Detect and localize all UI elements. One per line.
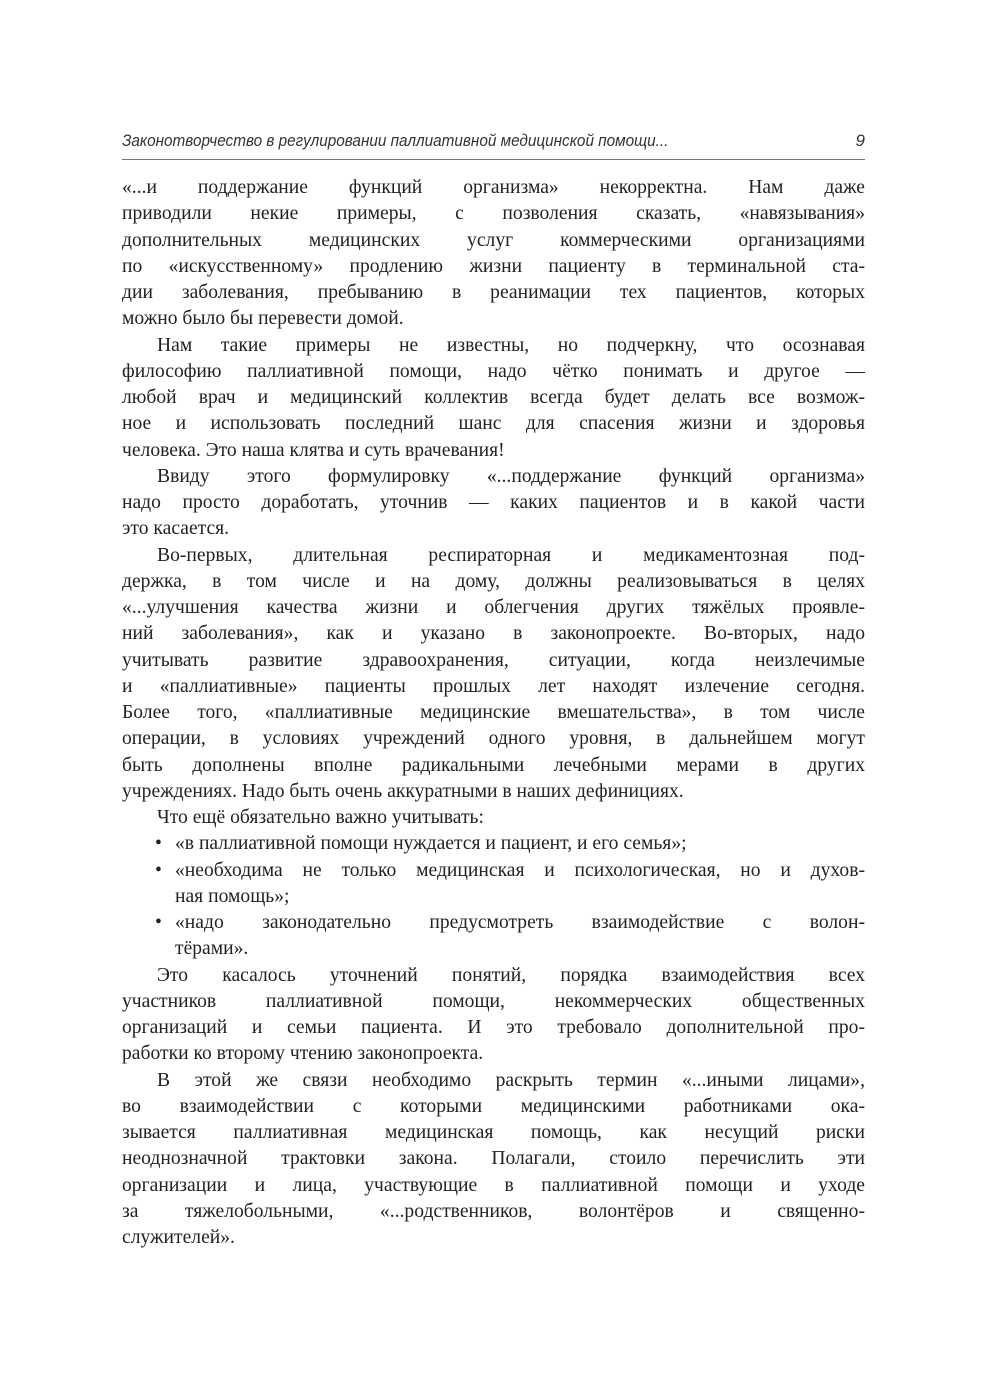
- text-line: [122, 333, 865, 359]
- line-text: «надо законодательно предусмотреть взаимодействие с волон-: [175, 912, 865, 933]
- line-text: Нам такие примеры не известны, но подчеркну, что осознавая: [157, 334, 865, 356]
- page-body: [122, 175, 865, 1251]
- text-line: [122, 1225, 865, 1251]
- line-text: Во-первых, длительная респираторная и медикаментозная под-: [157, 544, 865, 566]
- paragraph: [122, 543, 865, 806]
- bullet-icon: •: [155, 859, 162, 881]
- line-text: ний заболевания», как и указано в законопроекте. Во-вторых, надо: [122, 623, 865, 645]
- line-text: «в паллиативной помощи нуждается и пациент, и его семья»;: [175, 833, 687, 855]
- bullet-icon: •: [155, 912, 162, 933]
- text-line: [122, 175, 865, 201]
- line-text: Более того, «паллиативные медицинские вмешательства», в том числе: [122, 702, 865, 723]
- line-text: тёрами».: [175, 938, 249, 960]
- paragraph: [122, 464, 865, 543]
- line-text: надо просто доработать, уточнив — каких пациентов и в какой части: [122, 492, 865, 513]
- text-line: [122, 674, 865, 700]
- text-line: [122, 228, 865, 254]
- text-line: [122, 726, 865, 752]
- bullet-item: [122, 858, 865, 911]
- text-line: [122, 280, 865, 306]
- line-text: философию паллиативной помощи, надо чётко понимать и другое —: [122, 360, 865, 382]
- text-line: [122, 1094, 865, 1120]
- line-text: человека. Это наша клятва и суть врачевания!: [122, 439, 505, 461]
- text-line: [122, 1199, 865, 1225]
- line-text: В этой же связи необходимо раскрыть термин «...иными лицами»,: [157, 1069, 865, 1091]
- text-line: [122, 306, 865, 332]
- bullet-item: [122, 910, 865, 963]
- line-text: «...улучшения качества жизни и облегчения других тяжёлых проявле-: [122, 597, 865, 618]
- text-line: [122, 779, 865, 805]
- line-text: учитывать развитие здравоохранения, ситуации, когда неизлечимые: [122, 649, 865, 671]
- line-text: «необходима не только медицинская и психологическая, но и духов-: [175, 859, 865, 881]
- text-line: [122, 359, 865, 385]
- paragraph: [122, 1068, 865, 1252]
- text-line: [122, 989, 865, 1015]
- text-line: [122, 490, 865, 516]
- text-line: [122, 648, 865, 674]
- line-text: служителей».: [122, 1227, 235, 1248]
- paragraph: [122, 333, 865, 464]
- line-text: участников паллиативной помощи, некоммерческих общественных: [122, 990, 865, 1012]
- running-header: [122, 129, 865, 160]
- text-line: [122, 936, 865, 962]
- bullet-item: [122, 831, 865, 857]
- text-line: [122, 464, 865, 490]
- text-line: [122, 805, 865, 831]
- line-text: держка, в том числе и на дому, должны реализовываться в целях: [122, 570, 865, 592]
- line-text: за тяжелобольными, «...родственников, волонтёров и священно-: [122, 1200, 865, 1222]
- line-text: ная помощь»;: [175, 885, 290, 907]
- line-text: и «паллиативные» пациенты прошлых лет находят излечение сегодня.: [122, 675, 865, 697]
- line-text: Это касалось уточнений понятий, порядка взаимодействия всех: [157, 964, 865, 986]
- line-text: «...и поддержание функций организма» некорректна. Нам даже: [122, 177, 865, 198]
- text-line: [122, 910, 865, 936]
- line-text: приводили некие примеры, с позволения сказать, «навязывания»: [122, 203, 865, 225]
- line-text: организации и лица, участвующие в паллиативной помощи и уходе: [122, 1174, 865, 1196]
- line-text: Что ещё обязательно важно учитывать:: [157, 807, 484, 828]
- line-text: зывается паллиативная медицинская помощь, как несущий риски: [122, 1122, 865, 1143]
- text-line: [122, 201, 865, 227]
- line-text: это касается.: [122, 518, 230, 540]
- text-line: [122, 595, 865, 621]
- line-text: во взаимодействии с которыми медицинскими работниками ока-: [122, 1095, 865, 1117]
- text-line: [122, 1015, 865, 1041]
- text-line: [122, 858, 865, 884]
- bullet-icon: •: [155, 833, 162, 855]
- text-line: [122, 831, 865, 857]
- paragraph: [122, 805, 865, 831]
- text-line: [122, 254, 865, 280]
- line-text: неоднозначной трактовки закона. Полагали, стоило перечислить эти: [122, 1148, 865, 1170]
- text-line: [122, 516, 865, 542]
- text-line: [122, 1120, 865, 1146]
- line-text: по «искусственному» продлению жизни пациенту в терминальной ста-: [122, 255, 865, 277]
- line-text: операции, в условиях учреждений одного уровня, в дальнейшем могут: [122, 728, 865, 750]
- text-line: [122, 700, 865, 726]
- text-line: [122, 1173, 865, 1199]
- text-line: [122, 543, 865, 569]
- line-text: любой врач и медицинский коллектив всегда будет делать все возмож-: [122, 387, 865, 408]
- paragraph: [122, 175, 865, 333]
- line-text: учреждениях. Надо быть очень аккуратными в наших дефинициях.: [122, 780, 684, 802]
- text-line: [122, 884, 865, 910]
- text-line: [122, 569, 865, 595]
- running-title: Законотворчество в регулировании паллиативной медицинской помощи...: [122, 131, 669, 150]
- line-text: ное и использовать последний шанс для спасения жизни и здоровья: [122, 413, 865, 435]
- line-text: Ввиду этого формулировку «...поддержание функций организма»: [157, 465, 865, 487]
- text-line: [122, 1068, 865, 1094]
- text-line: [122, 411, 865, 437]
- line-text: быть дополнены вполне радикальными лечебными мерами в других: [122, 754, 865, 776]
- text-line: [122, 1041, 865, 1067]
- paragraph: [122, 963, 865, 1068]
- line-text: дополнительных медицинских услуг коммерческими организациями: [122, 229, 865, 251]
- line-text: организаций и семьи пациента. И это требовало дополнительной про-: [122, 1017, 865, 1038]
- line-text: работки ко второму чтению законопроекта.: [122, 1043, 484, 1065]
- line-text: можно было бы перевести домой.: [122, 308, 404, 330]
- text-line: [122, 753, 865, 779]
- text-line: [122, 438, 865, 464]
- text-line: [122, 621, 865, 647]
- text-line: [122, 385, 865, 411]
- text-line: [122, 1146, 865, 1172]
- text-line: [122, 963, 865, 989]
- page-number: 9: [855, 131, 865, 150]
- line-text: дии заболевания, пребыванию в реанимации тех пациентов, которых: [122, 282, 865, 303]
